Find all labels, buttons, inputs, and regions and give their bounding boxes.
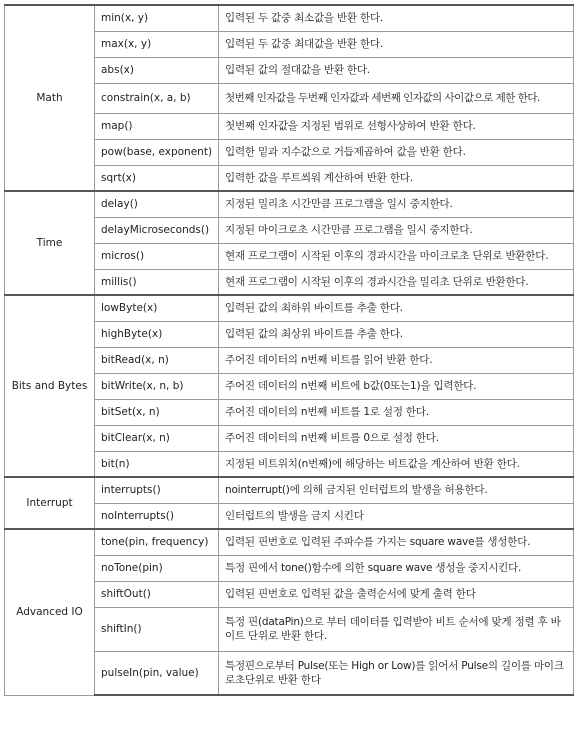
category-math: Math: [5, 5, 95, 191]
function-name: highByte(x): [95, 321, 219, 347]
function-name: bit(n): [95, 451, 219, 477]
function-description: 주어진 데이터의 n번째 비트에 b값(0또는1)을 입력한다.: [219, 373, 574, 399]
function-name: map(): [95, 113, 219, 139]
function-name: bitClear(x, n): [95, 425, 219, 451]
function-description: 특정 핀에서 tone()함수에 의한 square wave 생성을 중지시킨다.: [219, 555, 574, 581]
function-name: min(x, y): [95, 5, 219, 31]
function-description: 입력한 밑과 지수값으로 거듭제곱하여 값을 반환 한다.: [219, 139, 574, 165]
function-name: bitWrite(x, n, b): [95, 373, 219, 399]
function-description: 입력한 값을 루트씌워 계산하여 반환 한다.: [219, 165, 574, 191]
function-name: max(x, y): [95, 31, 219, 57]
function-name: noTone(pin): [95, 555, 219, 581]
function-name: bitSet(x, n): [95, 399, 219, 425]
function-name: constrain(x, a, b): [95, 83, 219, 113]
function-name: abs(x): [95, 57, 219, 83]
function-name: shiftOut(): [95, 581, 219, 607]
function-description: 지정된 밀리초 시간만큼 프로그램을 일시 중지한다.: [219, 191, 574, 217]
function-description: 첫번째 인자값을 지정된 범위로 선형사상하여 반환 한다.: [219, 113, 574, 139]
table-row: [5, 529, 574, 555]
function-description: 주어진 데이터의 n번째 비트를 읽어 반환 한다.: [219, 347, 574, 373]
function-description: 지정된 비트위치(n번째)에 해당하는 비트값을 계산하여 반환 한다.: [219, 451, 574, 477]
function-name: noInterrupts(): [95, 503, 219, 529]
function-description: 현재 프로그램이 시작된 이후의 경과시간을 밀리초 단위로 반환한다.: [219, 269, 574, 295]
function-name: tone(pin, frequency): [95, 529, 219, 555]
category-advanced-io: Advanced IO: [5, 529, 95, 695]
function-name: pow(base, exponent): [95, 139, 219, 165]
function-description: 입력된 두 값중 최소값을 반환 한다.: [219, 5, 574, 31]
arduino-function-reference-table: [4, 4, 574, 696]
function-name: delay(): [95, 191, 219, 217]
table-row: [5, 191, 574, 217]
function-description: nointerrupt()에 의해 금지된 인터럽트의 발생을 허용한다.: [219, 477, 574, 503]
function-description: 특정 핀(dataPin)으로 부터 데이터를 입력받아 비트 순서에 맞게 정렬 후 바이트 단위로 반환 한다.: [219, 607, 574, 651]
table-row: [5, 5, 574, 31]
function-name: millis(): [95, 269, 219, 295]
function-name: sqrt(x): [95, 165, 219, 191]
table-row: [5, 477, 574, 503]
category-bits-and-bytes: Bits and Bytes: [5, 295, 95, 477]
function-description: 특정핀으로부터 Pulse(또는 High or Low)를 읽어서 Pulse의 길이를 마이크로초단위로 반환 한다: [219, 651, 574, 695]
function-name: bitRead(x, n): [95, 347, 219, 373]
function-name: micros(): [95, 243, 219, 269]
function-name: shiftIn(): [95, 607, 219, 651]
function-description: 입력된 값의 최하위 바이트를 추출 한다.: [219, 295, 574, 321]
function-description: 첫번째 인자값을 두번째 인자값과 세번째 인자값의 사이값으로 제한 한다.: [219, 83, 574, 113]
function-name: delayMicroseconds(): [95, 217, 219, 243]
function-description: 주어진 데이터의 n번째 비트를 1로 설정 한다.: [219, 399, 574, 425]
function-description: 현재 프로그램이 시작된 이후의 경과시간을 마이크로초 단위로 반환한다.: [219, 243, 574, 269]
function-description: 주어진 데이터의 n번째 비트를 0으로 설정 한다.: [219, 425, 574, 451]
function-name: lowByte(x): [95, 295, 219, 321]
function-description: 입력된 두 값중 최대값을 반환 한다.: [219, 31, 574, 57]
function-description: 지정된 마이크로초 시간만큼 프로그램을 일시 중지한다.: [219, 217, 574, 243]
function-description: 인터럽트의 발생을 금지 시킨다: [219, 503, 574, 529]
function-name: interrupts(): [95, 477, 219, 503]
function-description: 입력된 핀번호로 입력된 주파수를 가지는 square wave를 생성한다.: [219, 529, 574, 555]
function-description: 입력된 핀번호로 입력된 값을 출력순서에 맞게 출력 한다: [219, 581, 574, 607]
category-time: Time: [5, 191, 95, 295]
category-interrupt: Interrupt: [5, 477, 95, 529]
function-description: 입력된 값의 최상위 바이트를 추출 한다.: [219, 321, 574, 347]
table-row: [5, 295, 574, 321]
function-name: pulseIn(pin, value): [95, 651, 219, 695]
function-description: 입력된 값의 절대값을 반환 한다.: [219, 57, 574, 83]
